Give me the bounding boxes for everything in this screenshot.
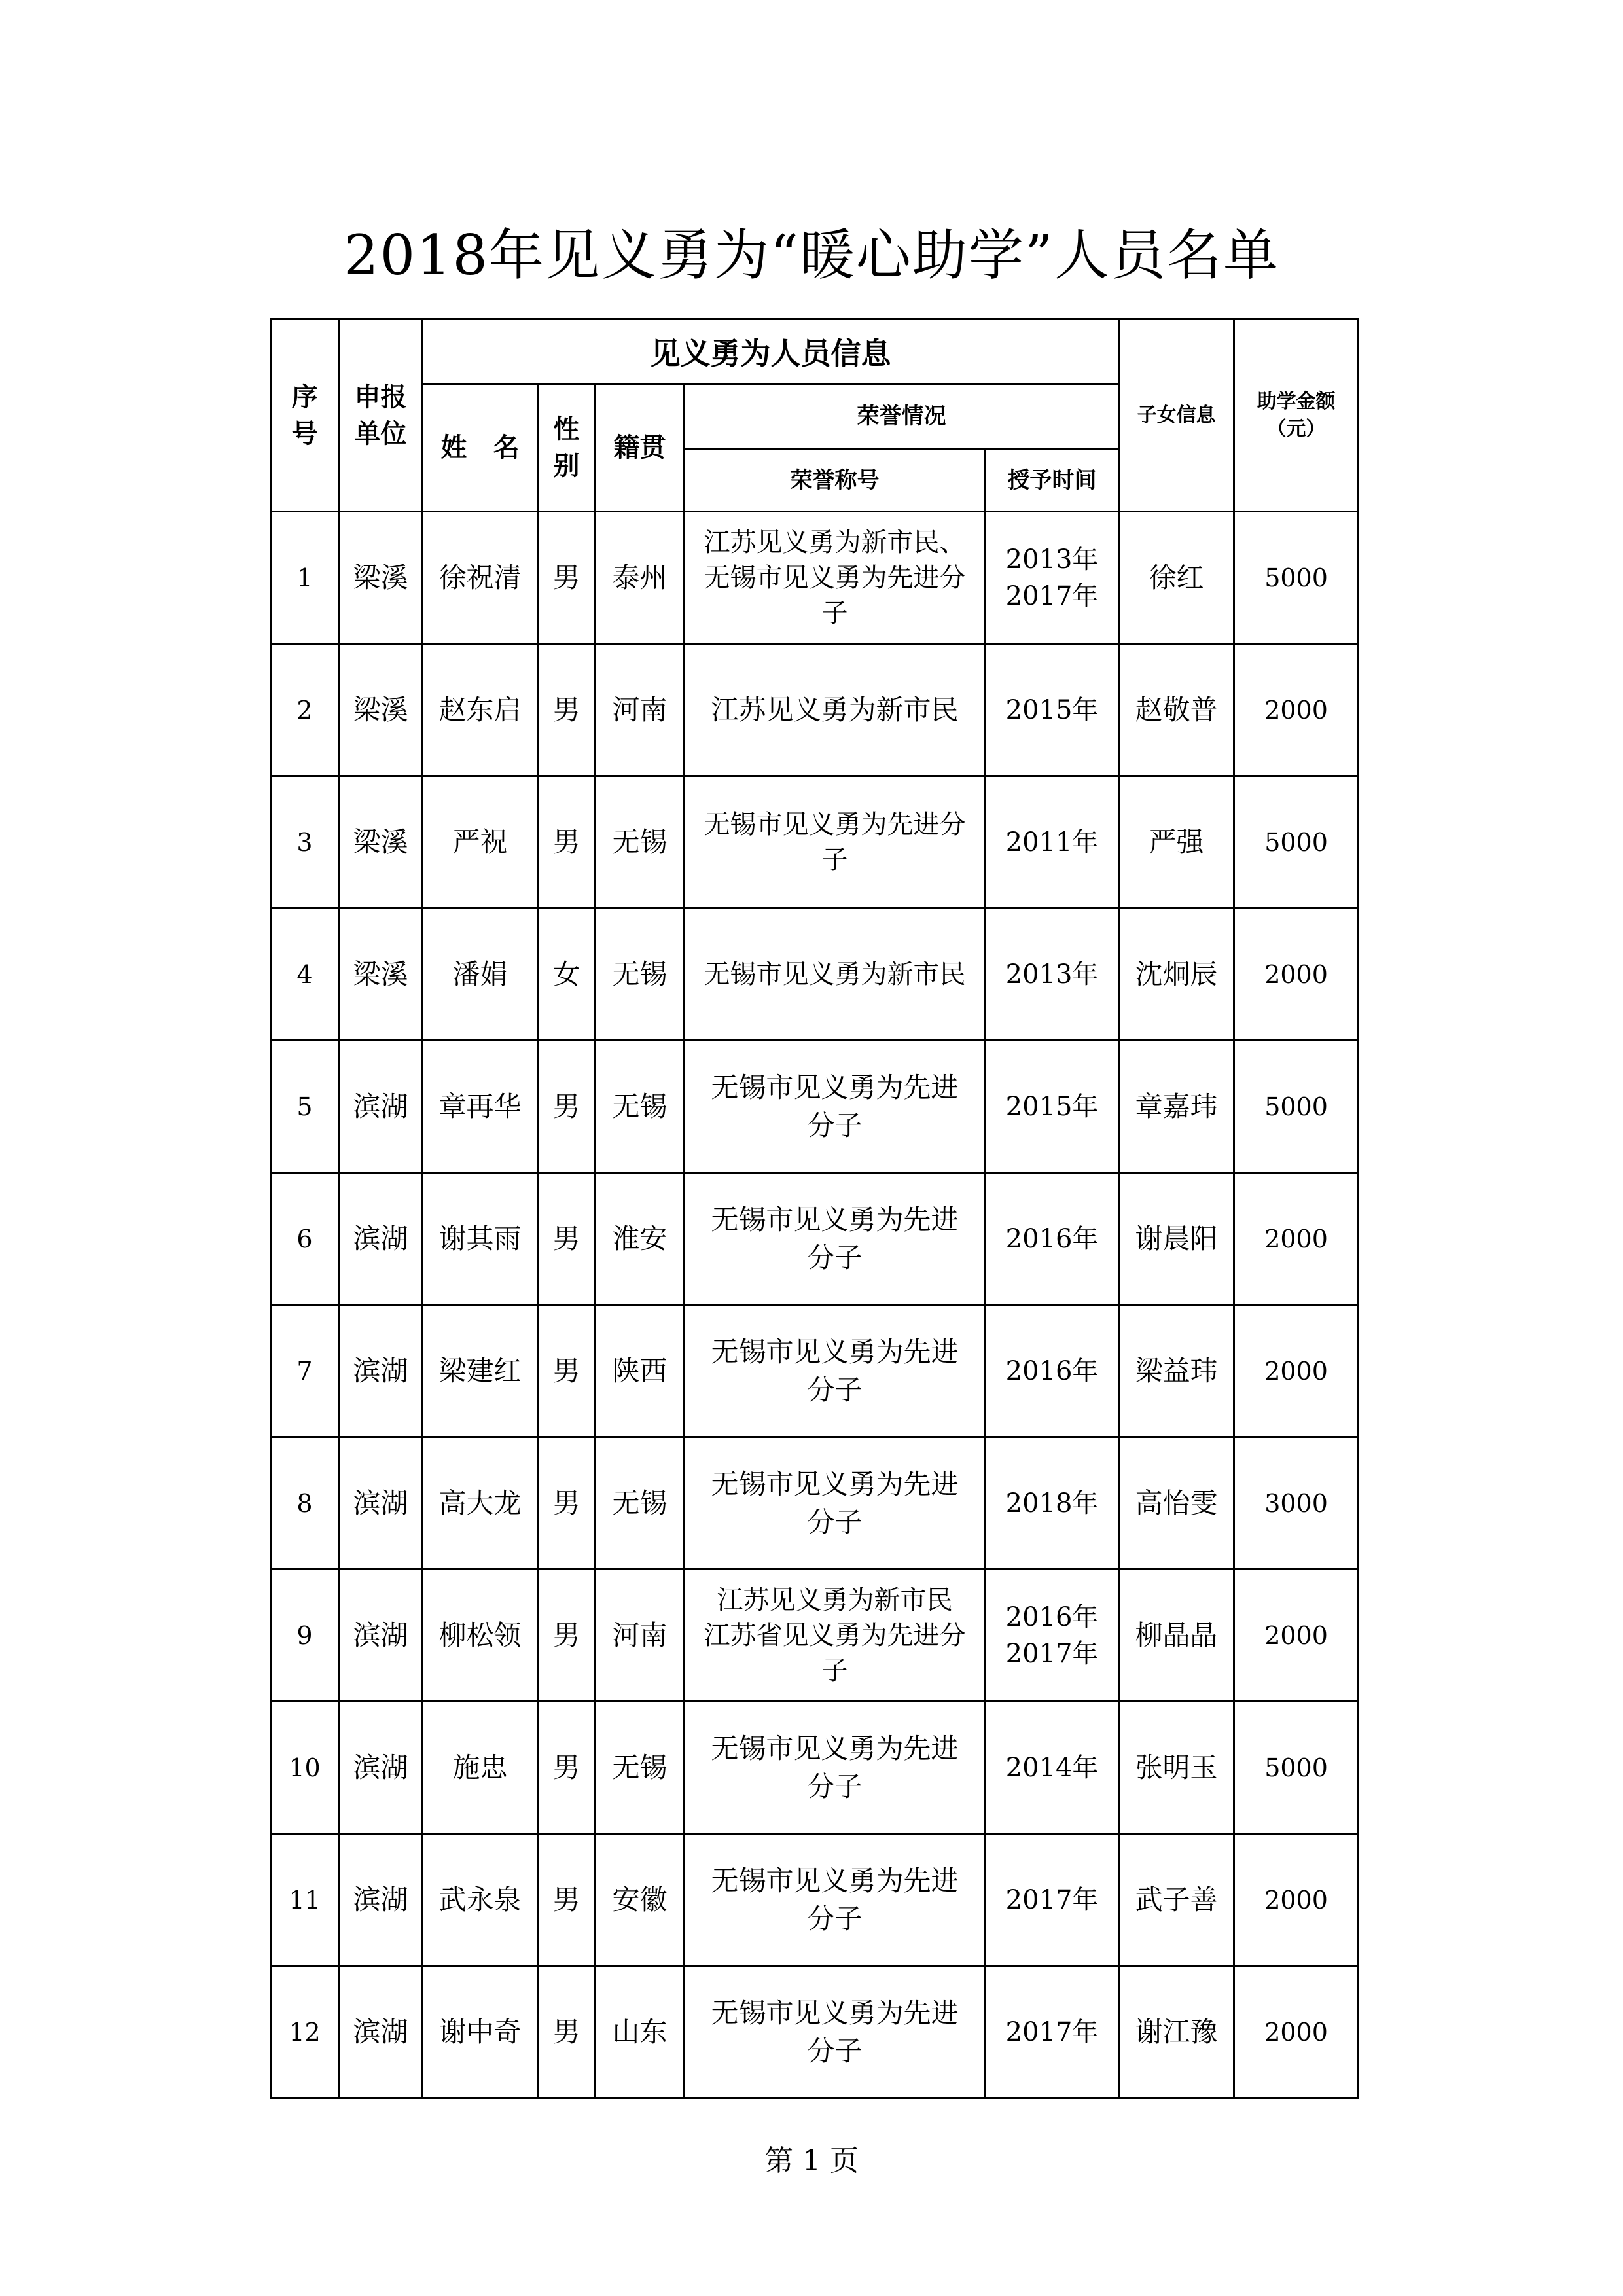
cell-honor: 江苏见义勇为新市民、无锡市见义勇为先进分子 [685,512,986,644]
cell-name: 高大龙 [423,1437,538,1570]
cell-gender: 男 [538,644,596,776]
cell-gender: 男 [538,776,596,908]
cell-amount: 5000 [1234,512,1359,644]
cell-unit: 滨湖 [339,1966,423,2098]
cell-gender: 男 [538,1305,596,1437]
cell-name: 梁建红 [423,1305,538,1437]
header-honor-title: 荣誉称号 [685,449,986,512]
header-seq: 序号 [271,319,339,512]
cell-origin: 泰州 [596,512,685,644]
cell-origin: 河南 [596,644,685,776]
cell-honor: 无锡市见义勇为新市民 [685,908,986,1041]
header-info-group: 见义勇为人员信息 [423,319,1119,384]
cell-amount: 2000 [1234,644,1359,776]
table-row [271,908,1359,1041]
cell-time: 2015年 [986,644,1119,776]
cell-gender: 男 [538,512,596,644]
cell-honor: 无锡市见义勇为先进分子 [685,1305,986,1437]
cell-unit: 梁溪 [339,776,423,908]
header-honor-group: 荣誉情况 [685,384,1119,449]
cell-origin: 山东 [596,1966,685,2098]
cell-child: 柳晶晶 [1119,1570,1234,1702]
cell-name: 章再华 [423,1041,538,1173]
cell-name: 柳松领 [423,1570,538,1702]
table-row [271,1437,1359,1570]
header-row-1 [271,319,1359,384]
cell-origin: 淮安 [596,1173,685,1305]
table-row [271,1041,1359,1173]
cell-origin: 河南 [596,1570,685,1702]
cell-gender: 男 [538,1834,596,1966]
cell-name: 施忠 [423,1702,538,1834]
cell-amount: 2000 [1234,1570,1359,1702]
cell-amount: 3000 [1234,1437,1359,1570]
cell-gender: 男 [538,1702,596,1834]
cell-seq: 3 [271,776,339,908]
table-row [271,1570,1359,1702]
cell-child: 沈炯辰 [1119,908,1234,1041]
cell-gender: 男 [538,1173,596,1305]
table-row [271,512,1359,644]
cell-time: 2015年 [986,1041,1119,1173]
cell-child: 谢晨阳 [1119,1173,1234,1305]
cell-unit: 滨湖 [339,1041,423,1173]
cell-origin: 无锡 [596,776,685,908]
cell-child: 徐红 [1119,512,1234,644]
table-row [271,776,1359,908]
cell-gender: 男 [538,1966,596,2098]
table-row [271,1305,1359,1437]
cell-time: 2011年 [986,776,1119,908]
cell-amount: 5000 [1234,776,1359,908]
cell-origin: 安徽 [596,1834,685,1966]
cell-honor: 无锡市见义勇为先进分子 [685,776,986,908]
header-amount: 助学金额（元） [1234,319,1359,512]
cell-child: 张明玉 [1119,1702,1234,1834]
cell-unit: 滨湖 [339,1702,423,1834]
cell-honor: 无锡市见义勇为先进分子 [685,1173,986,1305]
table-row [271,1702,1359,1834]
cell-time: 2018年 [986,1437,1119,1570]
cell-amount: 5000 [1234,1702,1359,1834]
table-row [271,1173,1359,1305]
header-child: 子女信息 [1119,319,1234,512]
cell-name: 武永泉 [423,1834,538,1966]
cell-honor: 无锡市见义勇为先进分子 [685,1437,986,1570]
cell-unit: 梁溪 [339,644,423,776]
cell-seq: 2 [271,644,339,776]
header-origin: 籍贯 [596,384,685,512]
header-unit: 申报单位 [339,319,423,512]
cell-child: 章嘉玮 [1119,1041,1234,1173]
cell-amount: 5000 [1234,1041,1359,1173]
cell-child: 梁益玮 [1119,1305,1234,1437]
cell-honor: 无锡市见义勇为先进分子 [685,1966,986,2098]
cell-name: 谢中奇 [423,1966,538,2098]
cell-child: 高怡雯 [1119,1437,1234,1570]
cell-gender: 男 [538,1570,596,1702]
cell-time: 2016年 [986,1173,1119,1305]
cell-origin: 无锡 [596,1437,685,1570]
cell-gender: 女 [538,908,596,1041]
table-row [271,644,1359,776]
cell-child: 赵敬普 [1119,644,1234,776]
cell-unit: 梁溪 [339,908,423,1041]
cell-gender: 男 [538,1041,596,1173]
cell-honor: 无锡市见义勇为先进分子 [685,1702,986,1834]
cell-origin: 无锡 [596,908,685,1041]
cell-seq: 7 [271,1305,339,1437]
cell-time: 2016年 [986,1305,1119,1437]
cell-time: 2016年 2017年 [986,1570,1119,1702]
cell-seq: 10 [271,1702,339,1834]
table-row [271,1834,1359,1966]
cell-amount: 2000 [1234,908,1359,1041]
cell-time: 2013年 2017年 [986,512,1119,644]
cell-name: 徐祝清 [423,512,538,644]
cell-time: 2017年 [986,1966,1119,2098]
cell-honor: 江苏见义勇为新市民 [685,644,986,776]
table-row [271,1966,1359,2098]
page-footer: 第 1 页 [764,2144,859,2178]
cell-unit: 滨湖 [339,1437,423,1570]
header-award-time: 授予时间 [986,449,1119,512]
cell-honor: 江苏见义勇为新市民 江苏省见义勇为先进分子 [685,1570,986,1702]
cell-unit: 梁溪 [339,512,423,644]
cell-seq: 4 [271,908,339,1041]
cell-unit: 滨湖 [339,1173,423,1305]
page-title: 2018年见义勇为“暖心助学”人员名单 [344,223,1279,287]
cell-amount: 2000 [1234,1834,1359,1966]
cell-seq: 12 [271,1966,339,2098]
cell-seq: 1 [271,512,339,644]
cell-unit: 滨湖 [339,1305,423,1437]
cell-seq: 6 [271,1173,339,1305]
cell-seq: 5 [271,1041,339,1173]
cell-name: 潘娟 [423,908,538,1041]
cell-origin: 无锡 [596,1041,685,1173]
cell-child: 严强 [1119,776,1234,908]
cell-gender: 男 [538,1437,596,1570]
cell-name: 赵东启 [423,644,538,776]
cell-amount: 2000 [1234,1305,1359,1437]
roster-table [270,318,1359,2099]
cell-origin: 陕西 [596,1305,685,1437]
cell-origin: 无锡 [596,1702,685,1834]
cell-time: 2017年 [986,1834,1119,1966]
cell-amount: 2000 [1234,1173,1359,1305]
header-gender: 性别 [538,384,596,512]
cell-honor: 无锡市见义勇为先进分子 [685,1834,986,1966]
header-name: 姓 名 [423,384,538,512]
cell-name: 严祝 [423,776,538,908]
cell-child: 武子善 [1119,1834,1234,1966]
cell-time: 2013年 [986,908,1119,1041]
cell-time: 2014年 [986,1702,1119,1834]
cell-unit: 滨湖 [339,1834,423,1966]
cell-unit: 滨湖 [339,1570,423,1702]
cell-child: 谢江豫 [1119,1966,1234,2098]
cell-honor: 无锡市见义勇为先进分子 [685,1041,986,1173]
cell-seq: 8 [271,1437,339,1570]
cell-seq: 11 [271,1834,339,1966]
cell-amount: 2000 [1234,1966,1359,2098]
cell-name: 谢其雨 [423,1173,538,1305]
cell-seq: 9 [271,1570,339,1702]
